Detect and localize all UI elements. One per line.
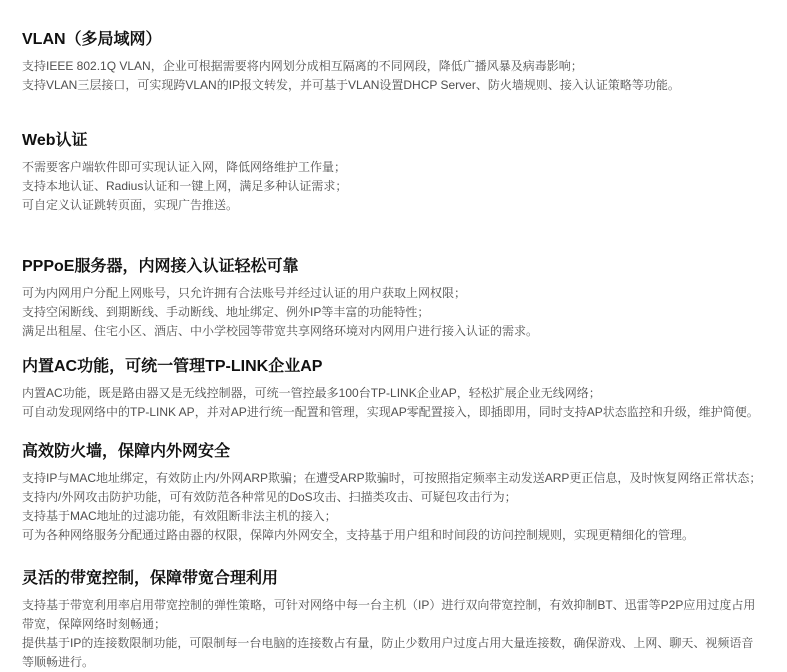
feature-section xyxy=(22,257,763,341)
feature-line: 可为各种网络服务分配通过路由器的权限，保障内外网安全，支持基于用户组和时间段的访问控制规则，实现更精细化的管理。 xyxy=(22,528,695,542)
section-body xyxy=(22,469,763,545)
section-body xyxy=(22,158,763,215)
feature-line: 内置AC功能，既是路由器又是无线控制器，可统一管控最多100台TP-LINK企业AP，轻松扩展企业无线网络； xyxy=(22,386,601,400)
feature-section xyxy=(22,131,763,215)
feature-section xyxy=(22,357,763,422)
feature-line: 满足出租屋、住宅小区、酒店、中小学校园等带宽共享网络环境对内网用户进行接入认证的需求。 xyxy=(22,324,539,338)
section-title: 灵活的带宽控制，保障带宽合理利用 xyxy=(22,570,279,587)
feature-line: 支持IP与MAC地址绑定，有效防止内/外网ARP欺骗；在遭受ARP欺骗时，可按照指定频率主动发送ARP更正信息，及时恢复网络正常状态； xyxy=(22,471,762,485)
feature-line: 可为内网用户分配上网账号，只允许拥有合法账号并经过认证的用户获取上网权限； xyxy=(22,286,467,300)
feature-line: 支持内/外网攻击防护功能，可有效防范各种常见的DoS攻击、扫描类攻击、可疑包攻击行为； xyxy=(22,490,517,504)
section-body xyxy=(22,57,763,95)
section-body xyxy=(22,384,763,422)
section-title: 高效防火墙，保障内外网安全 xyxy=(22,443,231,460)
feature-section xyxy=(22,442,763,545)
section-title: 内置AC功能，可统一管理TP-LINK企业AP xyxy=(22,358,323,375)
feature-line: 支持IEEE 802.1Q VLAN，企业可根据需要将内网划分成相互隔离的不同网段，降低广播风暴及病毒影响； xyxy=(22,59,583,73)
feature-line: 支持基于带宽利用率启用带宽控制的弹性策略，可针对网络中每一台主机（IP）进行双向带宽控制，有效抑制BT、迅雷等P2P应用过度占用带宽，保障网络时刻畅通； xyxy=(22,598,756,631)
feature-line: 可自动发现网络中的TP-LINK AP，并对AP进行统一配置和管理，实现AP零配置接入，即插即用，同时支持AP状态监控和升级，维护简便。 xyxy=(22,405,759,419)
feature-line: 支持空闲断线、到期断线、手动断线、地址绑定、例外IP等丰富的功能特性； xyxy=(22,305,430,319)
feature-line: 支持基于MAC地址的过滤功能，有效阻断非法主机的接入； xyxy=(22,509,337,523)
feature-section xyxy=(22,569,763,672)
section-title: VLAN（多局域网） xyxy=(22,31,162,48)
feature-line: 提供基于IP的连接数限制功能，可限制每一台电脑的连接数占有量，防止少数用户过度占用大量连接数，确保游戏、上网、聊天、视频语音等顺畅进行。 xyxy=(22,636,754,669)
section-title: PPPoE服务器，内网接入认证轻松可靠 xyxy=(22,258,299,275)
feature-line: 不需要客户端软件即可实现认证入网，降低网络维护工作量； xyxy=(22,160,347,174)
feature-line: 支持本地认证、Radius认证和一键上网，满足多种认证需求； xyxy=(22,179,348,193)
feature-section xyxy=(22,30,763,95)
feature-line: 可自定义认证跳转页面，实现广告推送。 xyxy=(22,198,239,212)
section-title: Web认证 xyxy=(22,132,88,149)
feature-line: 支持VLAN三层接口，可实现跨VLAN的IP报文转发，并可基于VLAN设置DHCP Server、防火墙规则、接入认证策略等功能。 xyxy=(22,78,680,92)
section-body xyxy=(22,596,763,672)
section-body xyxy=(22,284,763,341)
